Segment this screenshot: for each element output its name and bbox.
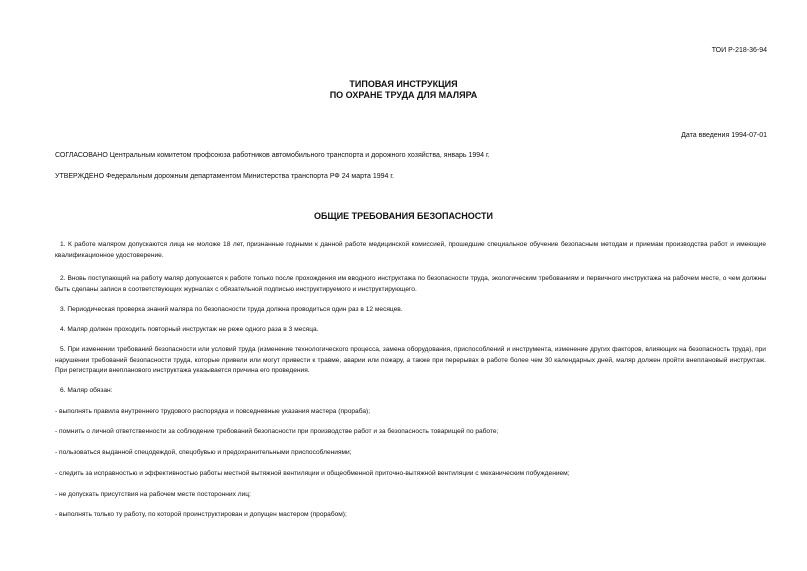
paragraph-3: 3. Периодическая проверка знаний маляра по безопасности труда должна проводиться один раз в 12 месяцев. xyxy=(60,306,403,313)
list-item: - пользоваться выданной спецодеждой, спецобувью и предохранительными приспособлениями; xyxy=(55,449,352,456)
paragraph-1: 1. К работе маляром допускаются лица не моложе 18 лет, признанные годными к данной работе медицинской комиссией, прошедшие специальное обучение безопасным методам и приемам производства работ и имеющие квалификационное удостоверение. xyxy=(55,241,766,259)
paragraph-6: 6. Маляр обязан: xyxy=(60,387,113,394)
list-item: - выполнять только ту работу, по которой проинструктирован и допущен мастером (прорабом); xyxy=(55,511,347,518)
list-item: - помнить о личной ответственности за соблюдение требований безопасности при производстве работ и за безопасность товарищей по работе; xyxy=(55,428,499,435)
paragraph-5: 5. При изменении требований безопасности или условий труда (изменение технологического процесса, замена оборудования, приспособлений и инструмента, изменение других факторов, влияющих на безопасность труда), при нарушении требований безопасности труда, которые привели или могут привести к травме, аварии или пожару, а также при перерывах в работе более чем 30 календарных дней, маляр должен пройти внеплановый инструктаж. При регистрации внепланового инструктажа указывается причина его проведения. xyxy=(55,346,766,374)
agreed-note: СОГЛАСОВАНО Центральным комитетом профсоюза работников автомобильного транспорта и дорожного хозяйства, январь 1994 г. xyxy=(55,152,490,159)
title-line-1: ТИПОВАЯ ИНСТРУКЦИЯ xyxy=(349,79,458,89)
document-code: ТОИ Р-218-36-94 xyxy=(711,47,767,54)
list-item: - выполнять правила внутреннего трудового распорядка и повседневные указания мастера (прораба); xyxy=(55,408,371,415)
title-line-2: ПО ОХРАНЕ ТРУДА ДЛЯ МАЛЯРА xyxy=(329,90,478,100)
list-item: - не допускать присутствия на рабочем месте посторонних лиц; xyxy=(55,491,251,498)
paragraph-2: 2. Вновь поступающий на работу маляр допускается к работе только после прохождения им вводного инструктажа по безопасности труда, экологическим требованиям и первичного инструктажа на рабочем месте, о чем должны быть сделаны записи в соответствующих журналах с обязательной подписью инструктируемого и инструктирующего. xyxy=(55,275,766,293)
list-item: - следить за исправностью и эффективностью работы местной вытяжной вентиляции и общеобменной приточно-вытяжной вентиляции с механическим побуждением; xyxy=(55,470,570,477)
section-title: ОБЩИЕ ТРЕБОВАНИЯ БЕЗОПАСНОСТИ xyxy=(313,211,494,221)
document-title xyxy=(0,79,807,101)
paragraph-4: 4. Маляр должен проходить повторный инструктаж не реже одного раза в 3 месяца. xyxy=(60,326,319,333)
effective-date: Дата введения 1994-07-01 xyxy=(681,132,767,139)
confirmed-note: УТВЕРЖДЕНО Федеральным дорожным департаментом Министерства транспорта РФ 24 марта 1994 г. xyxy=(55,173,394,180)
